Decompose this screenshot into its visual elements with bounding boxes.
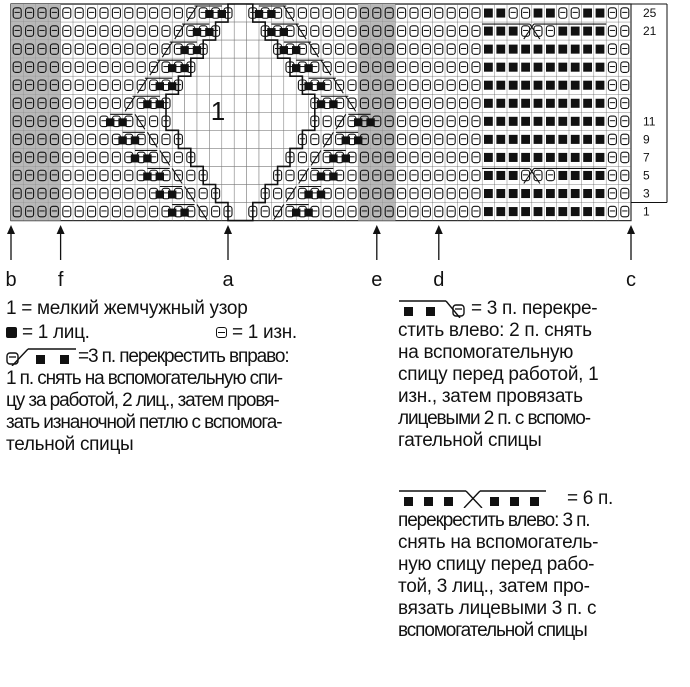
marker-letter: a [222,269,234,291]
knit-cell [583,99,592,108]
knit-cell [484,135,493,144]
seed-cell [247,58,259,76]
cross-right-line-3: цу за работой, 2 лиц., затем провя- [6,390,279,411]
seed-cell [172,94,184,112]
knit-cell [558,45,567,54]
knit-cell [484,63,493,72]
knit-cell [583,117,592,126]
knit-cell [571,135,580,144]
cable-knit-cell [218,10,226,18]
knit-cell [484,45,493,54]
knit-cell [571,189,580,198]
knit-cell [583,153,592,162]
knit-cell [496,171,505,180]
knit-cell [558,117,567,126]
cable-knit-cell [280,28,288,36]
cross-right-icon [6,348,78,366]
knit-cell [558,135,567,144]
cross-left6-first-line [398,488,688,510]
cable-knit-cell [168,64,176,72]
knit-cell [496,99,505,108]
cross-left6-line-5: той, 3 лиц., затем про- [398,576,590,597]
seed-cell [247,130,259,148]
cable-knit-cell [106,118,114,126]
cross-right-line-4: зать изнаночной петлю с вспомога- [6,412,282,433]
knit-cell [571,207,580,216]
knit-cell [484,81,493,90]
knit-cell [558,99,567,108]
legend-purl-label: = 1 изн. [231,322,297,343]
seed-cell [234,148,246,166]
seed-cell [197,148,209,166]
knit-cell [583,207,592,216]
knit-cell [558,63,567,72]
knit-cell [558,189,567,198]
knit-cell [583,45,592,54]
cable-knit-cell [143,100,151,108]
cable-knit-cell [168,191,176,199]
seed-cell [222,58,234,76]
seed-cell [234,40,246,58]
knit-cell [521,45,530,54]
knit-cell [534,45,543,54]
knit-cell [534,81,543,90]
seed-cell [185,112,197,130]
cable-knit-cell [168,209,176,217]
seed-cell [234,58,246,76]
knit-cell [558,153,567,162]
knit-cell [583,135,592,144]
cable-knit-cell [280,46,288,54]
knit-cell [484,99,493,108]
cable-knit-cell [156,191,164,199]
cross-right-line-2: 1 п. снять на вспомогательную спи- [6,368,282,389]
knit-cell [546,189,555,198]
knit-cell [496,207,505,216]
knit-cell [546,99,555,108]
knit-cell [534,99,543,108]
seed-cell [259,130,271,148]
knit-cell [571,117,580,126]
knit-cell [596,9,605,18]
seed-cell [234,166,246,184]
cable-knit-cell [143,172,151,180]
knit-stitch-icon [6,327,17,338]
cross-left3-line-3: на вспомогательную [398,342,574,363]
cable-knit-cell [156,172,164,180]
knit-cell [534,135,543,144]
knit-cell [596,81,605,90]
cross-left6-line-7: вспомогательной спицы [398,620,587,641]
marker-arrowhead [7,225,15,234]
seed-cell [222,76,234,94]
knit-cell [583,63,592,72]
knit-cell [484,27,493,36]
knit-cell [484,153,493,162]
legend-purl [216,322,297,344]
seed-cell [271,112,283,130]
cable-knit-cell [131,154,139,162]
knit-cell [509,63,518,72]
knit-cell [496,153,505,162]
marker-arrowhead [224,225,232,234]
knit-cell [509,171,518,180]
knit-cell [583,27,592,36]
knit-cell [596,99,605,108]
cable-knit-cell [156,82,164,90]
knitting-chart [0,0,690,300]
seed-cell [271,76,283,94]
row-number: 25 [643,5,657,20]
cable-knit-cell [304,82,312,90]
knit-cell [521,63,530,72]
knit-cell [546,135,555,144]
cable-knit-cell [317,82,325,90]
seed-cell [271,58,283,76]
knit-cell [484,117,493,126]
legend-seed [6,298,247,320]
knit-cell [521,189,530,198]
cross-left6-line-2: перекрестить влево: 3 п. [398,510,590,531]
knit-cell [571,153,580,162]
knit-cell [546,63,555,72]
seed-cell [247,22,259,40]
seed-cell [222,40,234,58]
knit-cell [596,207,605,216]
seed-cell [234,94,246,112]
seed-cell [222,148,234,166]
seed-cell [247,112,259,130]
cable-knit-cell [168,82,176,90]
seed-cell [247,94,259,112]
knit-cell [571,99,580,108]
knit-cell [534,63,543,72]
seed-cell [222,22,234,40]
knit-cell [596,117,605,126]
knit-cell [534,189,543,198]
legend-seed-label: 1 = мелкий жемчужный узор [6,298,248,319]
knit-cell [509,207,518,216]
seed-cell [259,58,271,76]
seed-cell [234,185,246,203]
knit-cell [509,99,518,108]
knit-cell [509,189,518,198]
seed-cell [197,112,209,130]
cable-knit-cell [193,28,201,36]
cable-knit-cell [292,64,300,72]
seed-cell [296,94,308,112]
seed-cell [247,76,259,94]
knit-cell [546,81,555,90]
knit-cell [509,153,518,162]
cable-knit-cell [118,118,126,126]
seed-cell [234,76,246,94]
seed-cell [259,148,271,166]
knit-cell [496,63,505,72]
knit-cell [596,171,605,180]
knit-cell [484,9,493,18]
knit-cell [546,153,555,162]
knit-cell [546,207,555,216]
seed-cell [234,130,246,148]
marker-arrowhead [57,225,65,234]
knit-cell [558,207,567,216]
knit-cell [596,27,605,36]
legend-cross-left-3 [398,298,688,452]
knit-cell [534,117,543,126]
knit-cell [596,45,605,54]
cable-knit-cell [180,64,188,72]
marker-arrowhead [627,225,635,234]
knit-cell [596,153,605,162]
cable-knit-cell [342,154,350,162]
motif-number-label: 1 [210,96,226,126]
cable-knit-cell [304,191,312,199]
knit-cell [558,171,567,180]
cross-left3-first-line [398,298,688,320]
knit-cell [521,153,530,162]
cable-knit-cell [317,172,325,180]
row-number: 11 [643,114,656,129]
knit-cell [546,117,555,126]
cable-knit-cell [131,136,139,144]
legend-knit [6,322,90,344]
seed-cell [284,94,296,112]
knit-cell [596,135,605,144]
cross-right-line-5: тельной спицы [6,434,134,455]
cross-left6-line-4: ную спицу перед рабо- [398,554,595,575]
seed-cell [234,203,246,221]
legend-cross-right [6,346,376,456]
seed-cell [234,22,246,40]
cable-knit-cell [156,100,164,108]
knit-cell [484,207,493,216]
marker-letter: d [433,269,445,291]
knit-cell [571,63,580,72]
cable-knit-cell [342,136,350,144]
seed-cell [197,58,209,76]
column-markers [5,225,636,291]
cable-knit-cell [354,136,362,144]
row-number: 3 [643,186,650,201]
seed-cell [259,112,271,130]
seed-cell [259,40,271,58]
knit-cell [521,99,530,108]
seed-cell [259,76,271,94]
purl-stitch-icon [216,327,227,338]
cross-left6-line-3: снять на вспомогатель- [398,532,599,553]
cable-knit-cell [255,10,263,18]
seed-cell [284,76,296,94]
cable-knit-cell [267,10,275,18]
knit-cell [509,27,518,36]
cross-left3-line-4: спицу перед работой, 1 [398,364,599,385]
row-numbers [631,4,667,219]
knit-cell [496,9,505,18]
knit-cell [583,171,592,180]
marker-letter: e [371,269,383,291]
seed-cell [234,4,246,22]
cable-knit-cell [193,46,201,54]
cable-knit-cell [205,28,213,36]
seed-cell [222,166,234,184]
seed-cell [271,148,283,166]
knit-cell [484,189,493,198]
cable-knit-cell [267,28,275,36]
row-number: 5 [643,168,650,183]
knit-cell [583,189,592,198]
cross-left3-line-2: стить влево: 2 п. снять [398,320,592,341]
seed-cell [247,185,259,203]
seed-cell [222,130,234,148]
knit-cell [596,63,605,72]
seed-cell [185,130,197,148]
seed-cell [172,112,184,130]
cross-left-6-icon [398,490,548,508]
seed-cell [247,148,259,166]
cable-knit-cell [317,100,325,108]
cable-knit-cell [304,209,312,217]
marker-letter: f [57,269,64,291]
seed-cell [222,185,234,203]
cable-knit-cell [118,136,126,144]
legend-cross-left-6 [398,488,688,642]
seed-cell [209,58,221,76]
seed-cell [209,40,221,58]
seed-cell [271,94,283,112]
seed-cell [185,76,197,94]
knit-cell [546,9,555,18]
knit-cell [509,81,518,90]
seed-cell [234,112,246,130]
knit-cell [496,81,505,90]
marker-letter: c [626,269,636,291]
knit-cell [583,81,592,90]
knit-cell [534,207,543,216]
seed-cell [209,166,221,184]
cross-left3-line-7: гательной спицы [398,430,542,451]
cross-left3-line-6: лицевыми 2 п. с вспомо- [398,408,591,429]
cable-knit-cell [329,172,337,180]
cross-left-3-icon [398,300,466,318]
knit-cell [534,9,543,18]
seed-cell [259,166,271,184]
knit-cell [521,117,530,126]
knit-cell [509,135,518,144]
knit-cell [496,189,505,198]
knit-cell [521,135,530,144]
seed-cell [197,76,209,94]
marker-arrowhead [373,225,381,234]
row-number: 7 [643,150,650,165]
knit-cell [534,153,543,162]
seed-cell [209,148,221,166]
knit-cell [496,117,505,126]
seed-cell [284,112,296,130]
knit-cell [571,171,580,180]
row-number: 21 [643,24,657,39]
knit-cell [571,45,580,54]
row-number: 1 [643,204,650,219]
knit-cell [583,9,592,18]
cable-knit-cell [180,209,188,217]
knit-cell [571,27,580,36]
cable-knit-cell [205,10,213,18]
knit-cell [596,189,605,198]
cable-knit-cell [304,64,312,72]
cable-knit-cell [366,118,374,126]
seed-cell [259,94,271,112]
seed-cell [209,76,221,94]
knit-cell [509,117,518,126]
cross-right-line-1: =3 п. перекрестить вправо: [78,346,289,367]
cross-left6-line-1: = 6 п. [566,488,613,509]
cable-knit-cell [329,100,337,108]
row-number: 9 [643,132,650,147]
cable-knit-cell [292,209,300,217]
seed-cell [197,94,209,112]
cable-knit-cell [329,154,337,162]
cross-left3-line-5: изн., затем провязать [398,386,583,407]
knit-cell [496,135,505,144]
cross-left6-line-6: вязать лицевыми 3 п. с [398,598,597,619]
cross-right-first-line [6,346,376,368]
seed-cell [247,40,259,58]
cable-knit-cell [354,118,362,126]
cable-knit-cell [143,154,151,162]
knit-cell [509,45,518,54]
seed-cell [247,166,259,184]
knit-cell [558,81,567,90]
cable-knit-cell [292,46,300,54]
knit-cell [496,45,505,54]
seed-cell [197,130,209,148]
seed-cell [284,130,296,148]
marker-letter: b [5,269,17,291]
seed-cell [296,112,308,130]
knit-cell [571,81,580,90]
legend-knit-label: = 1 лиц. [21,322,90,343]
seed-cell [209,130,221,148]
knit-cell [521,81,530,90]
knit-cell [496,27,505,36]
knit-cell [558,27,567,36]
seed-cell [271,130,283,148]
cable-knit-cell [180,46,188,54]
seed-cell [185,94,197,112]
knit-cell [521,207,530,216]
knit-cell [484,171,493,180]
knit-cell [546,45,555,54]
cable-knit-cell [317,191,325,199]
marker-arrowhead [435,225,443,234]
cross-left3-line-1: = 3 п. перекре- [470,298,598,319]
